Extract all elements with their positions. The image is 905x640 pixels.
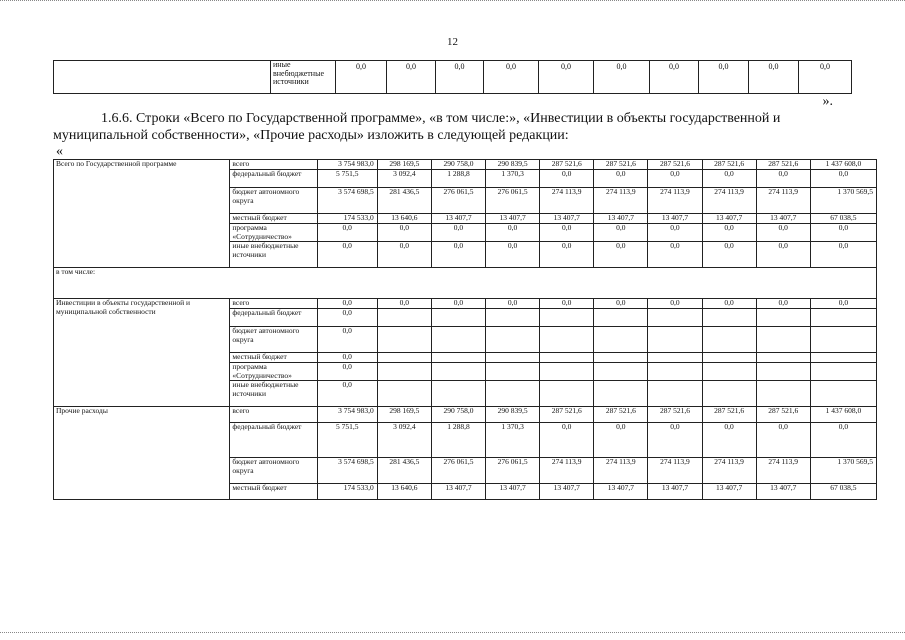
value-cell: 0,0 (317, 224, 377, 242)
value-cell: 287 521,6 (702, 407, 756, 423)
value-cell (377, 381, 431, 407)
value-cell: 0,0 (810, 242, 876, 268)
value-cell (702, 327, 756, 353)
value-cell (486, 353, 540, 363)
value-cell: 0,0 (539, 61, 594, 94)
value-cell (486, 309, 540, 327)
value-cell (594, 363, 648, 381)
value-cell (377, 309, 431, 327)
value-cell: 0,0 (756, 224, 810, 242)
value-cell (810, 353, 876, 363)
value-cell: 287 521,6 (756, 407, 810, 423)
value-cell (594, 309, 648, 327)
value-cell (431, 327, 485, 353)
value-cell: 281 436,5 (377, 458, 431, 484)
value-cell: 0,0 (431, 224, 485, 242)
value-cell: 1 370,3 (486, 423, 540, 458)
value-cell: 274 113,9 (648, 188, 702, 214)
row-label: всего (230, 299, 317, 309)
value-cell (702, 353, 756, 363)
value-cell: 290 758,0 (431, 160, 485, 170)
value-cell: 281 436,5 (377, 188, 431, 214)
value-cell (377, 353, 431, 363)
section-title-investments: Инвестиции в объекты государственной и муниципальной собственности (54, 299, 230, 407)
table-row (54, 160, 877, 170)
value-cell: 0,0 (540, 242, 594, 268)
value-cell (756, 363, 810, 381)
value-cell: 274 113,9 (648, 458, 702, 484)
value-cell: 0,0 (484, 61, 539, 94)
value-cell (431, 309, 485, 327)
value-cell: 13 407,7 (486, 214, 540, 224)
value-cell: 13 407,7 (594, 484, 648, 500)
value-cell: 13 640,6 (377, 214, 431, 224)
row-label: программа «Сотрудничество» (230, 363, 317, 381)
value-cell (431, 363, 485, 381)
total-section (54, 160, 877, 268)
value-cell (648, 327, 702, 353)
value-cell: 3 092,4 (377, 170, 431, 188)
value-cell: 1 437 608,0 (810, 160, 876, 170)
value-cell (702, 363, 756, 381)
value-cell: 290 758,0 (431, 407, 485, 423)
value-cell: 0,0 (540, 170, 594, 188)
row-label: бюджет автономного округа (230, 188, 317, 214)
value-cell (594, 381, 648, 407)
value-cell: 13 407,7 (540, 484, 594, 500)
value-cell: 0,0 (486, 242, 540, 268)
value-cell: 1 437 608,0 (810, 407, 876, 423)
row-label: всего (230, 160, 317, 170)
value-cell: 174 533,0 (317, 484, 377, 500)
row-label: всего (230, 407, 317, 423)
investments-section (54, 299, 877, 407)
value-cell: 0,0 (702, 423, 756, 458)
value-cell: 174 533,0 (317, 214, 377, 224)
value-cell: 0,0 (594, 423, 648, 458)
value-cell (756, 381, 810, 407)
value-cell: 0,0 (431, 299, 485, 309)
value-cell: 0,0 (540, 423, 594, 458)
value-cell (540, 363, 594, 381)
value-cell: 3 574 698,5 (317, 188, 377, 214)
top-scan-border (0, 0, 905, 2)
value-cell: 0,0 (317, 299, 377, 309)
value-cell: 0,0 (702, 170, 756, 188)
value-cell (431, 353, 485, 363)
opening-quote: « (56, 144, 63, 159)
value-cell (594, 353, 648, 363)
value-cell (810, 327, 876, 353)
value-cell (486, 327, 540, 353)
value-cell (377, 327, 431, 353)
value-cell: 276 061,5 (431, 188, 485, 214)
value-cell: 0,0 (387, 61, 436, 94)
value-cell: 287 521,6 (648, 160, 702, 170)
value-cell: 0,0 (650, 61, 699, 94)
value-cell: 274 113,9 (540, 458, 594, 484)
row-label: местный бюджет (230, 214, 317, 224)
value-cell: 0,0 (317, 309, 377, 327)
value-cell: 274 113,9 (756, 458, 810, 484)
row-label: иные внебюджетные источники (230, 381, 317, 407)
value-cell: 0,0 (756, 242, 810, 268)
value-cell (756, 353, 810, 363)
continuation-table (53, 60, 852, 94)
value-cell: 13 407,7 (702, 214, 756, 224)
value-cell: 13 407,7 (540, 214, 594, 224)
value-cell: 0,0 (377, 242, 431, 268)
value-cell: 0,0 (648, 170, 702, 188)
row-label: программа «Сотрудничество» (230, 224, 317, 242)
table-row (54, 407, 877, 423)
value-cell: 274 113,9 (702, 458, 756, 484)
value-cell: 13 407,7 (756, 484, 810, 500)
value-cell: 0,0 (648, 423, 702, 458)
value-cell: 298 169,5 (377, 407, 431, 423)
value-cell: 0,0 (540, 299, 594, 309)
value-cell: 0,0 (317, 363, 377, 381)
value-cell: 0,0 (317, 327, 377, 353)
value-cell: 0,0 (702, 299, 756, 309)
row-label: федеральный бюджет (230, 309, 317, 327)
value-cell: 0,0 (431, 242, 485, 268)
value-cell (810, 309, 876, 327)
value-cell: 13 407,7 (648, 214, 702, 224)
value-cell: 0,0 (377, 224, 431, 242)
value-cell: 0,0 (594, 61, 650, 94)
table-row (54, 268, 877, 299)
value-cell (431, 381, 485, 407)
closing-quote: ». (822, 94, 833, 109)
value-cell: 0,0 (756, 170, 810, 188)
value-cell (486, 381, 540, 407)
value-cell (377, 363, 431, 381)
value-cell: 5 751,5 (317, 423, 377, 458)
value-cell: 287 521,6 (648, 407, 702, 423)
amendment-paragraph: 1.6.6. Строки «Всего по Государственной программе», «в том числе:», «Инвестиции в объекты государственной и муниципальной собственности», «Прочие расходы» изложить в следующей редакции: (53, 111, 781, 143)
value-cell: 5 751,5 (317, 170, 377, 188)
value-cell (810, 381, 876, 407)
row-label: федеральный бюджет (230, 423, 317, 458)
value-cell: 0,0 (699, 61, 749, 94)
value-cell: 1 288,8 (431, 170, 485, 188)
value-cell: 0,0 (648, 242, 702, 268)
value-cell (540, 381, 594, 407)
value-cell: 0,0 (486, 224, 540, 242)
value-cell (540, 309, 594, 327)
program-finance-table (53, 159, 877, 500)
value-cell: 276 061,5 (486, 458, 540, 484)
value-cell: 0,0 (540, 224, 594, 242)
value-cell: 274 113,9 (540, 188, 594, 214)
value-cell: 298 169,5 (377, 160, 431, 170)
value-cell: 0,0 (749, 61, 799, 94)
value-cell: 0,0 (702, 242, 756, 268)
value-cell: 1 370 569,5 (810, 458, 876, 484)
value-cell (810, 363, 876, 381)
value-cell: 0,0 (756, 299, 810, 309)
including-section (54, 268, 877, 299)
value-cell: 1 370 569,5 (810, 188, 876, 214)
value-cell (648, 309, 702, 327)
value-cell: 287 521,6 (594, 160, 648, 170)
value-cell: 0,0 (702, 224, 756, 242)
value-cell: 3 754 983,0 (317, 160, 377, 170)
value-cell: 274 113,9 (594, 188, 648, 214)
row-label: бюджет автономного округа (230, 327, 317, 353)
value-cell (648, 381, 702, 407)
row-label: местный бюджет (230, 353, 317, 363)
value-cell: 0,0 (799, 61, 852, 94)
value-cell: 0,0 (317, 242, 377, 268)
value-cell: 1 370,3 (486, 170, 540, 188)
value-cell (648, 353, 702, 363)
value-cell: 0,0 (594, 242, 648, 268)
value-cell (702, 381, 756, 407)
table-row (54, 61, 852, 94)
value-cell: 13 407,7 (431, 484, 485, 500)
row-label: местный бюджет (230, 484, 317, 500)
bottom-scan-border (0, 632, 905, 634)
value-cell: 287 521,6 (702, 160, 756, 170)
value-cell: 0,0 (336, 61, 387, 94)
value-cell: 276 061,5 (431, 458, 485, 484)
value-cell: 0,0 (810, 423, 876, 458)
value-cell: 274 113,9 (594, 458, 648, 484)
value-cell: 13 407,7 (486, 484, 540, 500)
value-cell: 13 407,7 (431, 214, 485, 224)
value-cell: 3 092,4 (377, 423, 431, 458)
row-label: иные внебюджетные источники (230, 242, 317, 268)
page-number: 12 (447, 36, 458, 48)
including-label: в том числе: (54, 268, 877, 299)
value-cell: 274 113,9 (702, 188, 756, 214)
value-cell: 0,0 (648, 299, 702, 309)
value-cell: 0,0 (436, 61, 484, 94)
value-cell (702, 309, 756, 327)
value-cell (594, 327, 648, 353)
value-cell (756, 309, 810, 327)
value-cell: 0,0 (317, 381, 377, 407)
value-cell: 287 521,6 (540, 160, 594, 170)
value-cell: 0,0 (810, 170, 876, 188)
value-cell: 0,0 (594, 299, 648, 309)
value-cell: 0,0 (756, 423, 810, 458)
value-cell: 287 521,6 (594, 407, 648, 423)
section-title-total: Всего по Государственной программе (54, 160, 230, 268)
empty-cell (54, 61, 271, 94)
value-cell: 0,0 (594, 170, 648, 188)
value-cell: 274 113,9 (756, 188, 810, 214)
row-label: бюджет автономного округа (230, 458, 317, 484)
section-title-other: Прочие расходы (54, 407, 230, 500)
value-cell: 287 521,6 (756, 160, 810, 170)
row-label: иные внебюджетные источники (271, 61, 336, 94)
value-cell: 1 288,8 (431, 423, 485, 458)
value-cell (540, 353, 594, 363)
row-label: федеральный бюджет (230, 170, 317, 188)
value-cell: 3 754 983,0 (317, 407, 377, 423)
value-cell: 276 061,5 (486, 188, 540, 214)
value-cell: 290 839,5 (486, 407, 540, 423)
value-cell: 287 521,6 (540, 407, 594, 423)
value-cell: 13 407,7 (702, 484, 756, 500)
value-cell: 290 839,5 (486, 160, 540, 170)
value-cell: 13 407,7 (594, 214, 648, 224)
value-cell (648, 363, 702, 381)
value-cell (540, 327, 594, 353)
value-cell: 13 407,7 (648, 484, 702, 500)
value-cell: 67 038,5 (810, 214, 876, 224)
value-cell (486, 363, 540, 381)
value-cell: 0,0 (377, 299, 431, 309)
value-cell: 0,0 (486, 299, 540, 309)
value-cell: 0,0 (594, 224, 648, 242)
value-cell: 0,0 (810, 299, 876, 309)
value-cell (756, 327, 810, 353)
value-cell: 0,0 (317, 353, 377, 363)
value-cell: 67 038,5 (810, 484, 876, 500)
value-cell: 13 407,7 (756, 214, 810, 224)
value-cell: 0,0 (810, 224, 876, 242)
value-cell: 0,0 (648, 224, 702, 242)
table-row (54, 299, 877, 309)
other-expenses-section (54, 407, 877, 500)
value-cell: 3 574 698,5 (317, 458, 377, 484)
value-cell: 13 640,6 (377, 484, 431, 500)
